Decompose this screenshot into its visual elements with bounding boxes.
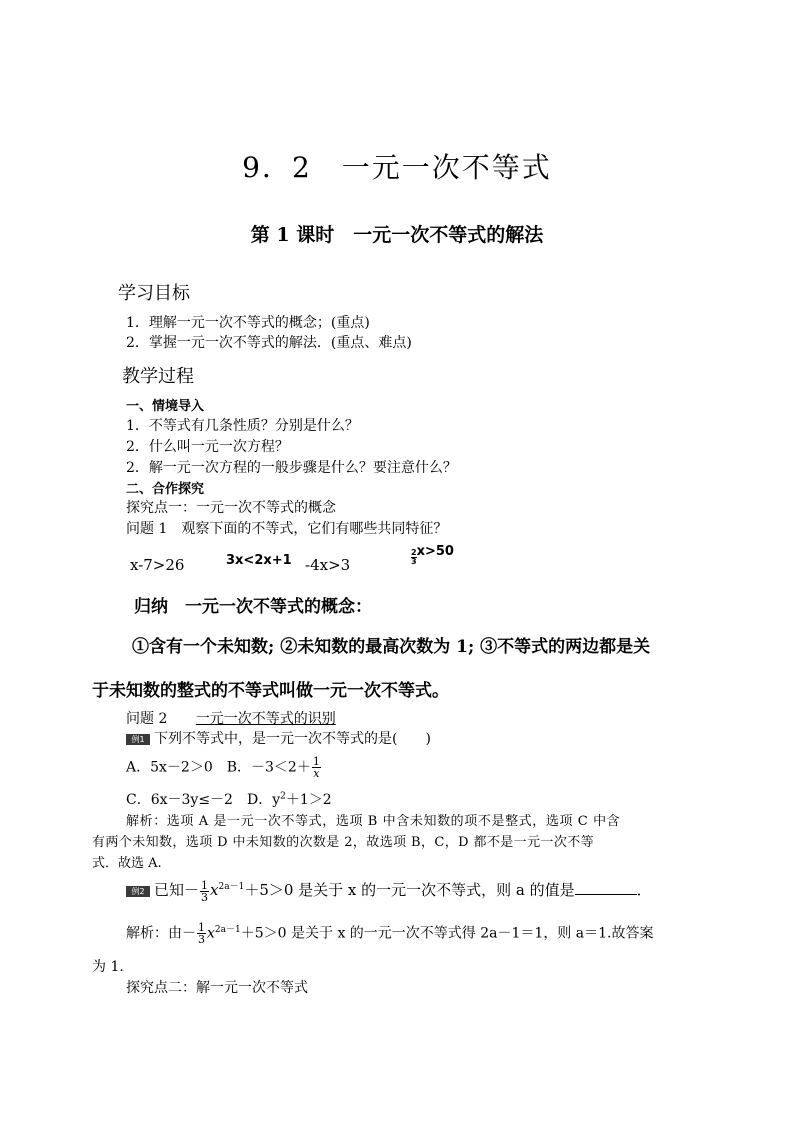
example-1-analysis: 式．故选 A. [92, 856, 162, 871]
inequality-2: 3x<2x+1 [226, 553, 292, 568]
option-b-frac-den: x [313, 767, 320, 780]
example-2-exponent: 2a－1 [218, 882, 245, 892]
inequality-4 [411, 544, 454, 566]
inequality-3: -4x>3 [305, 556, 351, 574]
intro-question: 2．解一元一次方程的一般步骤是什么？要注意什么？ [126, 460, 457, 476]
process-heading: 教学过程 [122, 366, 194, 387]
goals-heading: 学习目标 [118, 283, 190, 304]
example-2-question [126, 879, 652, 903]
example-2-variable: x [210, 881, 219, 899]
example-1-question [126, 728, 431, 748]
option-d-exponent: 2 [280, 791, 286, 802]
example-2-badge: 例2 [126, 886, 150, 897]
example-1-options-cd [126, 789, 332, 809]
explore-point-2: 探究点二：解一元一次不等式 [126, 980, 308, 996]
analysis-frac-den: 3 [198, 933, 205, 947]
analysis-exponent: 2a－1 [214, 925, 241, 935]
example-1-analysis: 解析：选项 A 是一元一次不等式，选项 B 中含未知数的项不是整式，选项 C 中含 [126, 814, 621, 829]
intro-question: 2．什么叫一元一次方程？ [126, 439, 289, 455]
problem-1: 问题 1 观察下面的不等式，它们有哪些共同特征？ [126, 521, 448, 537]
section-intro: 一、情境导入 [126, 399, 205, 414]
example-2-analysis-pre: 解析：由－ [126, 925, 196, 942]
example-2-analysis-post: ＋5＞0 是关于 x 的一元一次不等式得 2a－1＝1，则 a＝1.故答案 [240, 925, 654, 942]
example-2-analysis-line-2: 为 1. [92, 959, 124, 975]
example-2-pre: 已知－ [154, 881, 200, 899]
example-1-text: 下列不等式中，是一元一次不等式的是( ) [154, 731, 431, 747]
explore-point-1: 探究点一：一元一次不等式的概念 [126, 500, 336, 516]
problem-2 [126, 708, 336, 728]
option-b-frac-num: 1 [312, 755, 320, 768]
option-a-b: A．5x－2＞0 B．－3＜2＋ [126, 759, 311, 776]
example-2-end: ． [636, 881, 652, 899]
section-explore: 二、合作探究 [126, 482, 205, 497]
page-title: 9．2 一元一次不等式 [242, 151, 552, 184]
example-2-analysis [126, 922, 653, 945]
example-1-analysis: 有两个未知数，选项 D 中未知数的次数是 2，故选项 B，C，D 都不是一元一次不等 [92, 835, 595, 850]
summary-title: 归纳 一元一次不等式的概念： [134, 597, 372, 617]
ineq4-denominator: 3 [411, 557, 417, 566]
example-1-options-ab [126, 756, 322, 779]
summary-line-1: ①含有一个未知数; ②未知数的最高次数为 1; ③不等式的两边都是关 [132, 637, 651, 657]
problem-2-label: 问题 2 [126, 711, 168, 727]
example-1-badge: 例1 [126, 734, 150, 745]
answer-blank[interactable] [575, 882, 637, 895]
option-d-rest: ＋1＞2 [285, 792, 332, 808]
example-2-frac-num: 1 [201, 878, 209, 892]
option-c-d: C．6x－3y≤－2 D．y [126, 792, 281, 808]
goal-item: 2．掌握一元一次不等式的解法．(重点、难点) [126, 335, 412, 351]
goal-item: 1．理解一元一次不等式的概念；(重点) [126, 315, 370, 331]
lesson-subtitle: 第 1 课时 一元一次不等式的解法 [250, 224, 544, 246]
intro-question: 1．不等式有几条性质？分别是什么？ [126, 418, 359, 434]
problem-2-title: 一元一次不等式的识别 [195, 711, 336, 727]
ineq4-numerator: 2 [411, 548, 417, 557]
ineq4-rest: x>50 [416, 544, 454, 559]
example-2-post: ＋5＞0 是关于 x 的一元一次不等式，则 a 的值是 [244, 881, 575, 899]
example-2-frac-den: 3 [201, 890, 209, 904]
summary-line-2: 于未知数的整式的不等式叫做一元一次不等式。 [92, 681, 449, 701]
analysis-frac-num: 1 [198, 921, 205, 935]
analysis-variable: x [207, 925, 215, 942]
inequality-1: x-7>26 [130, 556, 185, 574]
